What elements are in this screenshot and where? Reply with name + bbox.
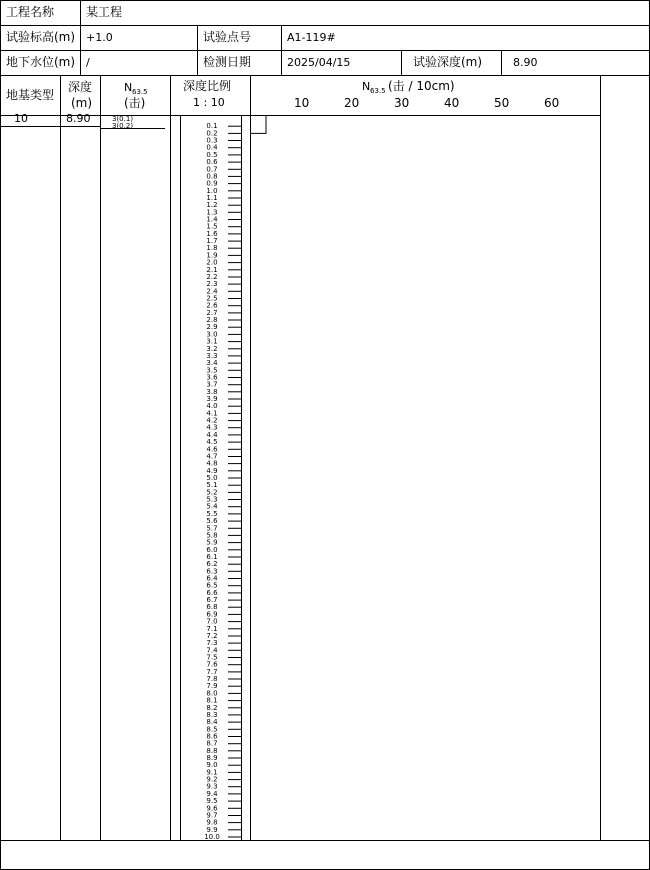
date-label: 检测日期 <box>203 55 252 69</box>
ruler-label: 9.5 <box>206 797 218 806</box>
test-depth-label: 试验深度(m) <box>413 55 483 69</box>
ruler-label: 9.4 <box>206 789 218 798</box>
ruler-label: 5.5 <box>206 509 218 518</box>
ruler-label: 7.1 <box>206 624 218 633</box>
chart-n-unit: (击 / 10cm) <box>388 79 455 93</box>
ruler-label: 5.3 <box>206 495 218 504</box>
ruler-label: 9.8 <box>206 818 218 827</box>
ruler-label: 6.7 <box>206 596 218 605</box>
ruler-label: 4.9 <box>206 466 218 475</box>
ruler-label: 9.1 <box>206 768 218 777</box>
ruler-label: 1.7 <box>206 237 218 246</box>
ruler-label: 3.3 <box>206 351 218 360</box>
ruler-label: 8.1 <box>206 696 218 705</box>
ruler-label: 4.5 <box>206 438 218 447</box>
ruler-label: 7.6 <box>206 660 218 669</box>
ruler-label: 7.4 <box>206 646 218 655</box>
ruler-label: 7.5 <box>206 653 218 662</box>
ruler-label: 1.4 <box>206 215 218 224</box>
ruler-label: 7.3 <box>206 639 218 648</box>
ruler-label: 3.0 <box>206 330 218 339</box>
ruler-label: 3.6 <box>206 373 218 382</box>
point-label: 试验点号 <box>203 30 252 44</box>
col-soil-type: 地基类型 <box>6 88 55 102</box>
ruler-label: 4.2 <box>206 416 218 425</box>
row-depth: 8.90 <box>66 112 91 125</box>
ruler-label: 5.8 <box>206 531 218 540</box>
chart-tick-50: 50 <box>494 96 510 110</box>
ruler-label: 0.4 <box>206 143 218 152</box>
ruler-label: 6.4 <box>206 574 218 583</box>
ruler-label: 5.2 <box>206 488 218 497</box>
ruler-label: 2.0 <box>206 258 218 267</box>
ruler-label: 1.3 <box>206 208 218 217</box>
chart-tick-60: 60 <box>544 96 560 110</box>
ruler-label: 4.4 <box>206 430 218 439</box>
row-blow-1: 3(0.1) <box>112 115 134 123</box>
ruler-label: 1.8 <box>206 244 218 253</box>
ruler-label: 1.5 <box>206 222 218 231</box>
ruler-label: 2.3 <box>206 280 218 289</box>
ruler-label: 5.9 <box>206 538 218 547</box>
col-scale-value: 1 : 10 <box>193 96 225 109</box>
ruler-label: 2.2 <box>206 273 218 281</box>
ruler-label: 9.0 <box>206 761 218 770</box>
ruler-label: 4.0 <box>206 402 218 411</box>
chart-n-main: N <box>362 80 371 93</box>
ruler-label: 0.5 <box>206 150 218 159</box>
row-soil-type: 10 <box>14 112 28 125</box>
ruler-label: 8.2 <box>206 703 218 712</box>
ruler-label: 9.9 <box>206 825 218 834</box>
ruler-label: 7.0 <box>206 617 218 626</box>
ruler-label: 5.0 <box>206 474 218 482</box>
col-scale-title: 深度比例 <box>183 79 232 93</box>
ruler-label: 6.1 <box>206 553 218 561</box>
ruler-label: 8.4 <box>206 718 218 727</box>
chart-tick-20: 20 <box>344 96 360 110</box>
ruler-label: 4.8 <box>206 459 218 468</box>
ruler-label: 6.5 <box>206 581 218 590</box>
chart-tick-10: 10 <box>294 96 310 110</box>
ruler-label: 6.6 <box>206 588 218 597</box>
ruler-label: 2.9 <box>206 323 218 332</box>
ruler-label: 3.5 <box>206 366 218 375</box>
ruler-label: 1.0 <box>206 186 218 195</box>
ruler-label: 8.7 <box>206 739 218 748</box>
ruler-label: 6.0 <box>206 545 218 554</box>
elevation-label: 试验标高(m) <box>6 30 76 44</box>
ruler-label: 5.7 <box>206 524 218 533</box>
ruler-label: 2.7 <box>206 308 218 317</box>
ruler-label: 8.5 <box>206 725 218 734</box>
ruler-label: 0.7 <box>206 165 218 174</box>
col-n-sub: 63.5 <box>132 88 148 96</box>
ruler-label: 3.9 <box>206 395 218 403</box>
ruler-label: 1.1 <box>206 194 218 202</box>
blow-count-line <box>251 115 266 133</box>
water-value: / <box>86 56 90 69</box>
ruler-label: 8.6 <box>206 732 218 741</box>
chart-tick-40: 40 <box>444 96 460 110</box>
ruler-label: 3.7 <box>206 380 218 389</box>
ruler-label: 2.8 <box>206 316 218 324</box>
ruler-label: 9.3 <box>206 782 218 791</box>
ruler-label: 0.6 <box>206 158 218 167</box>
ruler-label: 6.9 <box>206 610 218 619</box>
ruler-label: 0.2 <box>206 129 218 138</box>
ruler-label: 4.3 <box>206 423 218 432</box>
ruler-label: 1.2 <box>206 201 218 210</box>
ruler-label: 0.9 <box>206 179 218 188</box>
chart-tick-30: 30 <box>394 96 410 110</box>
date-value: 2025/04/15 <box>287 56 351 69</box>
ruler-label: 8.9 <box>206 754 218 762</box>
ruler-label: 4.6 <box>206 445 218 454</box>
elevation-value: +1.0 <box>86 31 113 44</box>
row-blow-2: 3(0.2) <box>112 122 134 130</box>
ruler-label: 5.4 <box>206 502 218 511</box>
col-n-unit: (击) <box>124 96 146 110</box>
ruler-label: 6.2 <box>206 560 218 569</box>
col-depth-unit: (m) <box>71 96 93 110</box>
col-n-main: N <box>124 81 133 94</box>
ruler-label: 4.1 <box>206 409 218 418</box>
ruler-label: 8.0 <box>206 689 218 698</box>
water-label: 地下水位(m) <box>6 55 76 69</box>
ruler-label: 3.8 <box>206 387 218 396</box>
ruler-label: 9.6 <box>206 804 218 813</box>
ruler-label: 7.8 <box>206 675 218 683</box>
ruler-label: 3.2 <box>206 344 218 353</box>
ruler-label: 2.5 <box>206 294 218 303</box>
ruler-label: 8.8 <box>206 746 218 755</box>
project-label: 工程名称 <box>6 5 55 19</box>
ruler-label: 0.1 <box>206 122 218 131</box>
ruler-label: 9.2 <box>206 775 218 784</box>
ruler-label: 7.9 <box>206 682 218 691</box>
ruler-label: 4.7 <box>206 452 218 461</box>
ruler-label: 9.7 <box>206 811 218 820</box>
ruler-label: 3.1 <box>206 337 218 346</box>
ruler-label: 7.7 <box>206 667 218 676</box>
ruler-label: 6.3 <box>206 567 218 576</box>
chart-n-sub: 63.5 <box>370 87 386 95</box>
ruler-label: 2.6 <box>206 301 218 310</box>
ruler-label: 0.8 <box>206 172 218 181</box>
test-depth-value: 8.90 <box>513 56 538 69</box>
ruler-label: 1.9 <box>206 251 218 260</box>
ruler-label: 7.2 <box>206 632 218 640</box>
ruler-label: 5.6 <box>206 517 218 526</box>
col-depth: 深度 <box>68 80 93 94</box>
ruler-label: 8.3 <box>206 710 218 719</box>
ruler-label: 10.0 <box>204 833 220 841</box>
point-value: A1-119# <box>287 31 336 44</box>
ruler-label: 2.1 <box>206 265 218 274</box>
ruler-label: 2.4 <box>206 287 218 296</box>
ruler-label: 0.3 <box>206 136 218 145</box>
ruler-label: 3.4 <box>206 359 218 368</box>
ruler-label: 5.1 <box>206 481 218 490</box>
ruler-label: 6.8 <box>206 603 218 612</box>
project-value: 某工程 <box>86 5 123 19</box>
ruler-label: 1.6 <box>206 229 218 238</box>
